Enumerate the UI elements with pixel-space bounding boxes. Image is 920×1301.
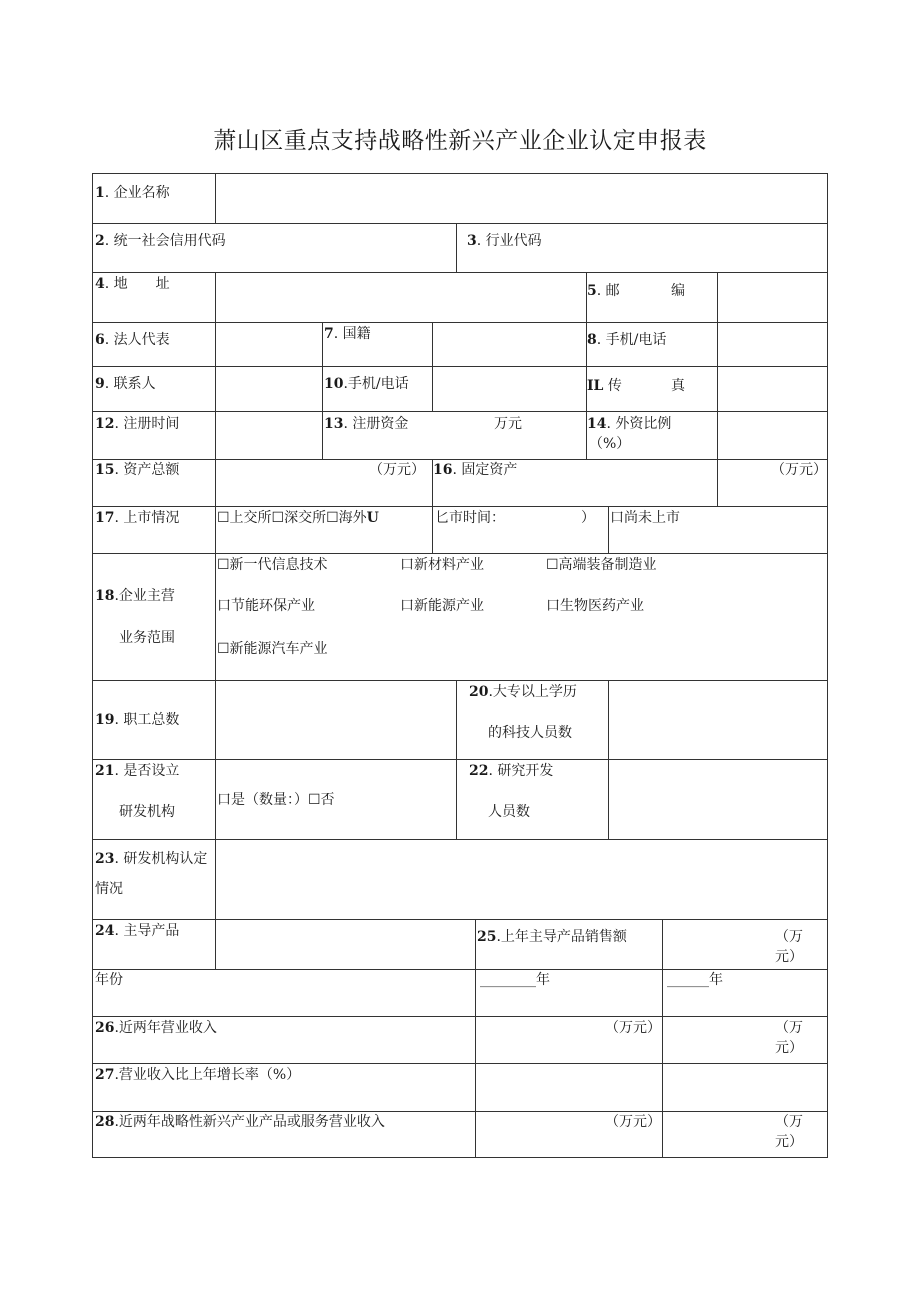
year-a-field[interactable]: ________年 — [480, 972, 550, 988]
column-divider — [215, 174, 216, 223]
column-divider — [215, 322, 216, 459]
field-contact-label: 9. 联系人 — [95, 376, 156, 392]
product-sales-unit-2: 元） — [775, 949, 803, 965]
page-title: 萧山区重点支持战略性新兴产业企业认定申报表 — [213, 128, 707, 154]
row-divider — [93, 553, 827, 554]
field-rd-institution-label: 21. 是否设立 — [95, 763, 180, 779]
field-rd-certification-label: 23. 研发机构认定 — [95, 851, 208, 867]
field-postcode-label-tail: 编 — [671, 283, 685, 299]
column-divider — [717, 272, 718, 322]
field-postcode-label: 5. 邮 — [587, 283, 620, 299]
field-rd-certification-label-2: 情况 — [95, 881, 123, 897]
listing-date-close: ） — [581, 510, 595, 526]
field-address-label: 4. 地 址 — [95, 276, 170, 292]
column-divider — [662, 919, 663, 969]
field-tech-staff-label: 20.大专以上学历 — [469, 684, 577, 700]
field-tech-staff-label-2: 的科技人员数 — [488, 725, 572, 741]
row-divider — [93, 759, 827, 760]
emerging-revenue-unit-b-2: 元） — [775, 1134, 803, 1150]
field-legal-rep-label: 6. 法人代表 — [95, 332, 170, 348]
column-divider — [456, 680, 457, 839]
column-divider — [456, 223, 457, 272]
column-divider — [215, 459, 216, 506]
column-divider — [608, 506, 609, 553]
not-listed-checkbox[interactable]: 口尚未上市 — [610, 510, 680, 526]
column-divider — [215, 839, 216, 919]
field-main-business-label-2: 业务范围 — [119, 630, 175, 646]
row-divider — [93, 839, 827, 840]
field-industry-code-label: 3. 行业代码 — [467, 233, 542, 249]
business-option-environment[interactable]: 口节能环保产业 — [217, 598, 315, 614]
column-divider — [215, 919, 216, 969]
column-divider — [432, 322, 433, 411]
column-divider — [662, 969, 663, 1158]
business-option-biomedical[interactable]: 口生物医药产业 — [546, 598, 644, 614]
field-emerging-revenue-label: 28.近两年战略性新兴产业产品或服务营业收入 — [95, 1114, 385, 1130]
field-total-assets-label: 15. 资产总额 — [95, 462, 180, 478]
emerging-revenue-unit-b: （万 — [775, 1114, 803, 1130]
row-divider — [93, 969, 827, 970]
field-growth-rate-label: 27.营业收入比上年增长率（%） — [95, 1067, 301, 1083]
row-divider — [93, 223, 827, 224]
field-rd-staff-label: 22. 研究开发 — [469, 763, 554, 779]
business-option-equipment[interactable]: ☐高端装备制造业 — [546, 557, 657, 573]
business-option-materials[interactable]: 口新材料产业 — [400, 557, 484, 573]
field-listing-label: 17. 上市情况 — [95, 510, 180, 526]
field-contact-phone-label: 10.手机/电话 — [324, 376, 409, 392]
address-input[interactable] — [217, 274, 585, 321]
column-divider — [432, 506, 433, 553]
year-header-label: 年份 — [95, 972, 123, 988]
field-registered-capital-label: 13. 注册资金 — [324, 416, 409, 432]
field-registration-date-label: 12. 注册时间 — [95, 416, 180, 432]
listing-exchange-options[interactable]: ☐上交所☐深交所☐海外U — [217, 510, 379, 526]
field-fax-label-tail: 真 — [671, 378, 685, 394]
registered-capital-unit: 万元 — [494, 416, 522, 432]
row-divider — [93, 919, 827, 920]
field-nationality-label: 7. 国籍 — [324, 326, 371, 342]
application-form-table — [92, 173, 828, 1158]
column-divider — [215, 506, 216, 553]
column-divider — [215, 680, 216, 839]
row-divider — [93, 1016, 827, 1017]
rd-institution-options[interactable]: 口是（数量：）☐否 — [217, 792, 335, 808]
emerging-revenue-unit-a: （万元） — [605, 1114, 661, 1130]
listing-date-label: 匕市时间： — [435, 510, 505, 526]
field-mobile-label: 8. 手机/电话 — [587, 332, 667, 348]
business-option-energy[interactable]: 口新能源产业 — [400, 598, 484, 614]
revenue-unit-b: （万 — [775, 1020, 803, 1036]
column-divider — [717, 322, 718, 459]
field-fax-label: IL 传 — [587, 378, 622, 394]
column-divider — [215, 553, 216, 680]
postcode-input[interactable] — [719, 274, 825, 321]
row-divider — [93, 680, 827, 681]
field-fixed-assets-label: 16. 固定资产 — [433, 462, 518, 478]
business-option-it[interactable]: ☐新一代信息技术 — [217, 557, 328, 573]
field-employees-label: 19. 职工总数 — [95, 712, 180, 728]
business-option-ev[interactable]: ☐新能源汽车产业 — [217, 641, 328, 657]
row-divider — [93, 506, 827, 507]
field-main-product-label: 24. 主导产品 — [95, 923, 180, 939]
revenue-unit-a: （万元） — [605, 1020, 661, 1036]
field-main-business-label: 18.企业主营 — [95, 588, 175, 604]
total-assets-unit: （万元） — [369, 462, 425, 478]
row-divider — [93, 1063, 827, 1064]
column-divider — [717, 459, 718, 506]
column-divider — [608, 680, 609, 839]
year-b-field[interactable]: ______年 — [667, 972, 723, 988]
field-enterprise-name-label: 1. 企业名称 — [95, 185, 170, 201]
revenue-unit-b-2: 元） — [775, 1040, 803, 1056]
column-divider — [475, 919, 476, 969]
product-sales-unit: （万 — [775, 929, 803, 945]
field-foreign-ratio-label: 14. 外资比例 — [587, 416, 672, 432]
row-divider — [93, 1111, 827, 1112]
column-divider — [322, 322, 323, 459]
fixed-assets-unit: （万元） — [771, 462, 827, 478]
field-revenue-label: 26.近两年营业收入 — [95, 1020, 217, 1036]
enterprise-name-input[interactable] — [217, 175, 825, 222]
column-divider — [475, 969, 476, 1158]
field-product-sales-label: 25.上年主导产品销售额 — [477, 929, 627, 945]
field-rd-staff-label-2: 人员数 — [488, 804, 530, 820]
field-credit-code-label: 2. 统一社会信用代码 — [95, 233, 226, 249]
column-divider — [215, 272, 216, 322]
foreign-ratio-unit: （%） — [589, 436, 631, 452]
field-rd-institution-label-2: 研发机构 — [119, 804, 175, 820]
